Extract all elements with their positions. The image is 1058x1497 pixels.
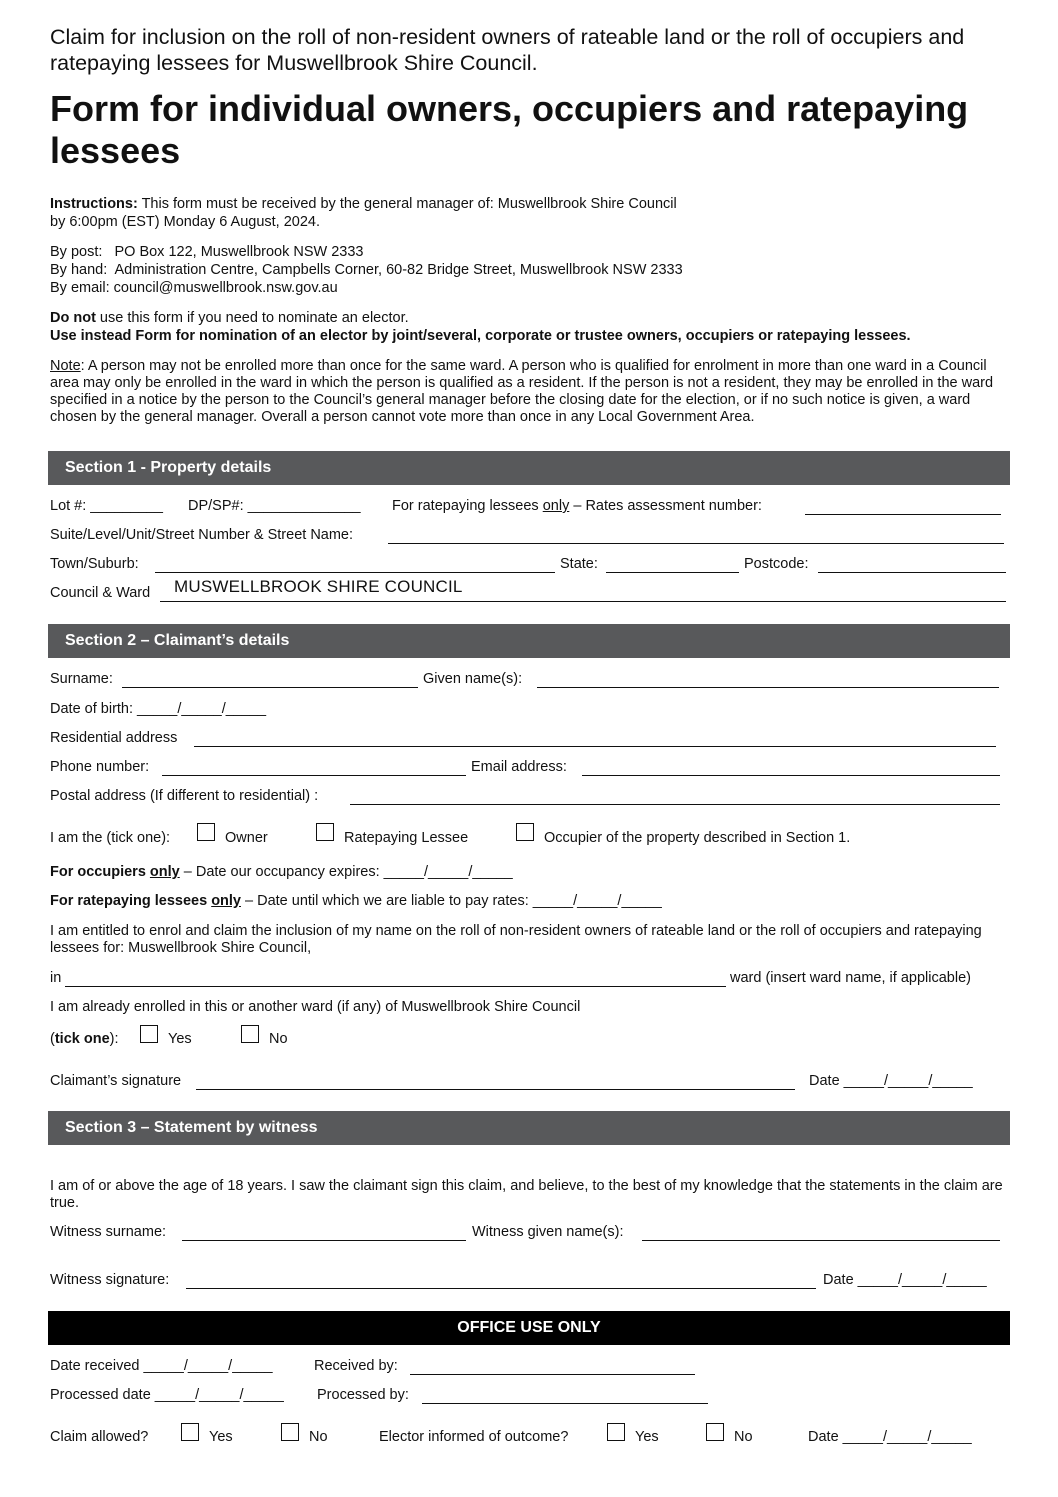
residential-label: Residential address [50, 730, 178, 746]
occ-pre: For occupiers [50, 864, 150, 880]
office-use-header: OFFICE USE ONLY [48, 1311, 1010, 1345]
tick-one: tick one [54, 1031, 110, 1047]
state-label: State: [560, 556, 598, 572]
elector-informed-no-checkbox[interactable] [706, 1423, 724, 1441]
rl-pre: For ratepaying lessees [50, 893, 212, 909]
office-date-field[interactable]: Date _____/_____/_____ [808, 1429, 972, 1445]
town-input[interactable] [155, 558, 555, 573]
section3-header: Section 3 – Statement by witness [48, 1111, 1010, 1145]
instructions-line1 [50, 196, 677, 213]
claimant-signature-input[interactable] [196, 1075, 795, 1090]
do-not-use [50, 310, 409, 327]
date-received-field[interactable]: Date received _____/_____/_____ [50, 1358, 273, 1374]
postal-input[interactable] [350, 790, 1000, 805]
liable-date-field[interactable] [50, 891, 662, 911]
elector-informed-yes-checkbox[interactable] [607, 1423, 625, 1441]
given-names-input[interactable] [537, 673, 999, 688]
occupancy-expiry-field[interactable] [50, 862, 513, 882]
occ-post: – Date our occupancy expires: _____/_____/_____ [179, 864, 513, 880]
claimant-date-field[interactable]: Date _____/_____/_____ [809, 1073, 973, 1089]
section1-header: Section 1 - Property details [48, 451, 1010, 485]
ward-input[interactable] [65, 972, 726, 987]
witness-given-input[interactable] [642, 1226, 1000, 1241]
instructions-text: This form must be received by the general manager of: Muswellbrook Shire Council [137, 196, 677, 212]
already-enrolled-label: I am already enrolled in this or another ward (if any) of Muswellbrook Shire Council [50, 999, 581, 1015]
dob-field[interactable]: Date of birth: _____/_____/_____ [50, 701, 267, 717]
note [50, 358, 1015, 426]
elector-informed-no-label: No [734, 1429, 753, 1445]
processed-by-input[interactable] [422, 1389, 708, 1404]
lessee-pre: For ratepaying lessees [392, 498, 543, 514]
street-label: Suite/Level/Unit/Street Number & Street Name: [50, 527, 354, 543]
residential-input[interactable] [194, 732, 996, 747]
processed-date-field[interactable]: Processed date _____/_____/_____ [50, 1387, 284, 1403]
claim-allowed-label: Claim allowed? [50, 1429, 149, 1445]
enrolled-no-label: No [269, 1031, 288, 1047]
instructions-label: Instructions: [50, 196, 138, 212]
rl-post: – Date until which we are liable to pay rates: _____/_____/_____ [241, 893, 662, 909]
note-label: Note [50, 358, 81, 374]
surname-input[interactable] [122, 673, 418, 688]
occ-only: only [149, 864, 180, 880]
dp-field[interactable]: DP/SP#: ______________ [188, 498, 361, 514]
claim-allowed-no-label: No [309, 1429, 328, 1445]
rates-assessment-label [392, 496, 762, 516]
lessee-post: – Rates assessment number: [569, 498, 762, 514]
tick-open: ( [50, 1031, 55, 1047]
by-post: By post: PO Box 122, Muswellbrook NSW 2333 [50, 244, 364, 260]
owner-label: Owner [225, 830, 268, 846]
state-input[interactable] [606, 558, 739, 573]
tick-one-label [50, 1029, 119, 1049]
street-input[interactable] [388, 529, 1004, 544]
ratepaying-lessee-checkbox[interactable] [316, 823, 334, 841]
lot-field[interactable]: Lot #: _________ [50, 498, 163, 514]
witness-date-field[interactable]: Date _____/_____/_____ [823, 1272, 987, 1288]
email-label: Email address: [471, 759, 567, 775]
postcode-input[interactable] [818, 558, 1006, 573]
claim-allowed-yes-label: Yes [209, 1429, 233, 1445]
given-names-label: Given name(s): [423, 671, 523, 687]
phone-input[interactable] [162, 761, 466, 776]
owner-checkbox[interactable] [197, 823, 215, 841]
witness-surname-input[interactable] [182, 1226, 466, 1241]
postcode-label: Postcode: [744, 556, 809, 572]
surname-label: Surname: [50, 671, 113, 687]
i-am-label: I am the (tick one): [50, 830, 171, 846]
witness-signature-label: Witness signature: [50, 1272, 170, 1288]
witness-surname-label: Witness surname: [50, 1224, 167, 1240]
enrolled-no-checkbox[interactable] [241, 1025, 259, 1043]
occupier-checkbox[interactable] [516, 823, 534, 841]
note-text: : A person may not be enrolled more than once for the same ward. A person who is qualified for enrolment in more than one ward in a Council area may only be enrolled in the ward in which the person is qualified as a resident. If the person is not a resident, they may be enrolled in the ward specified in a notice by the person to the Council’s general manager before the closing date for the election, or if no such notice is given, a ward chosen by the general manager. Overall a person cannot vote more than once in any Local Government Area. [50, 358, 994, 425]
email-input[interactable] [582, 761, 1000, 776]
rl-only: only [211, 893, 241, 909]
postal-label: Postal address (If different to residential) : [50, 788, 319, 804]
enrolled-yes-checkbox[interactable] [140, 1025, 158, 1043]
council-ward-label: Council & Ward [50, 585, 151, 601]
tick-close: ): [109, 1031, 119, 1047]
section2-header: Section 2 – Claimant’s details [48, 624, 1010, 658]
rates-assessment-input[interactable] [805, 500, 1001, 515]
by-email: By email: council@muswellbrook.nsw.gov.au [50, 280, 338, 296]
council-ward-value: MUSWELLBROOK SHIRE COUNCIL [174, 577, 463, 596]
form-title: Form for individual owners, occupiers and ratepaying lessees [50, 88, 969, 171]
processed-by-label: Processed by: [317, 1387, 409, 1403]
phone-label: Phone number: [50, 759, 150, 775]
lessee-only: only [542, 498, 570, 514]
by-hand: By hand: Administration Centre, Campbells Corner, 60-82 Bridge Street, Muswellbrook NSW 2333 [50, 262, 683, 278]
form-subtitle: Claim for inclusion on the roll of non-resident owners of rateable land or the roll of occupiers and ratepaying lessees for Muswellbrook Shire Council. [50, 25, 965, 75]
elector-informed-label: Elector informed of outcome? [379, 1429, 569, 1445]
in-label: in [50, 970, 62, 986]
ward-note: ward (insert ward name, if applicable) [730, 970, 971, 986]
witness-statement: I am of or above the age of 18 years. I saw the claimant sign this claim, and believe, to the best of my knowledge that the statements in the claim are true. [50, 1178, 1003, 1211]
instructions-line2: by 6:00pm (EST) Monday 6 August, 2024. [50, 214, 321, 230]
received-by-label: Received by: [314, 1358, 398, 1374]
claim-allowed-no-checkbox[interactable] [281, 1423, 299, 1441]
witness-signature-input[interactable] [186, 1274, 816, 1289]
ratepaying-lessee-label: Ratepaying Lessee [344, 830, 469, 846]
use-instead: Use instead Form for nomination of an elector by joint/several, corporate or trustee owners, occupiers or ratepaying lessees. [50, 328, 911, 344]
town-label: Town/Suburb: [50, 556, 139, 572]
received-by-input[interactable] [410, 1360, 695, 1375]
witness-given-label: Witness given name(s): [472, 1224, 624, 1240]
enrolled-yes-label: Yes [168, 1031, 192, 1047]
do-not-label: Do not [50, 310, 96, 326]
entitled-statement: I am entitled to enrol and claim the inclusion of my name on the roll of non-resident owners of rateable land or the roll of occupiers and ratepaying lessees for: Muswellbrook Shire Council, [50, 923, 982, 956]
claimant-signature-label: Claimant’s signature [50, 1073, 182, 1089]
occupier-label: Occupier of the property described in Section 1. [544, 830, 851, 846]
claim-allowed-yes-checkbox[interactable] [181, 1423, 199, 1441]
elector-informed-yes-label: Yes [635, 1429, 659, 1445]
do-not-text: use this form if you need to nominate an elector. [95, 310, 409, 326]
